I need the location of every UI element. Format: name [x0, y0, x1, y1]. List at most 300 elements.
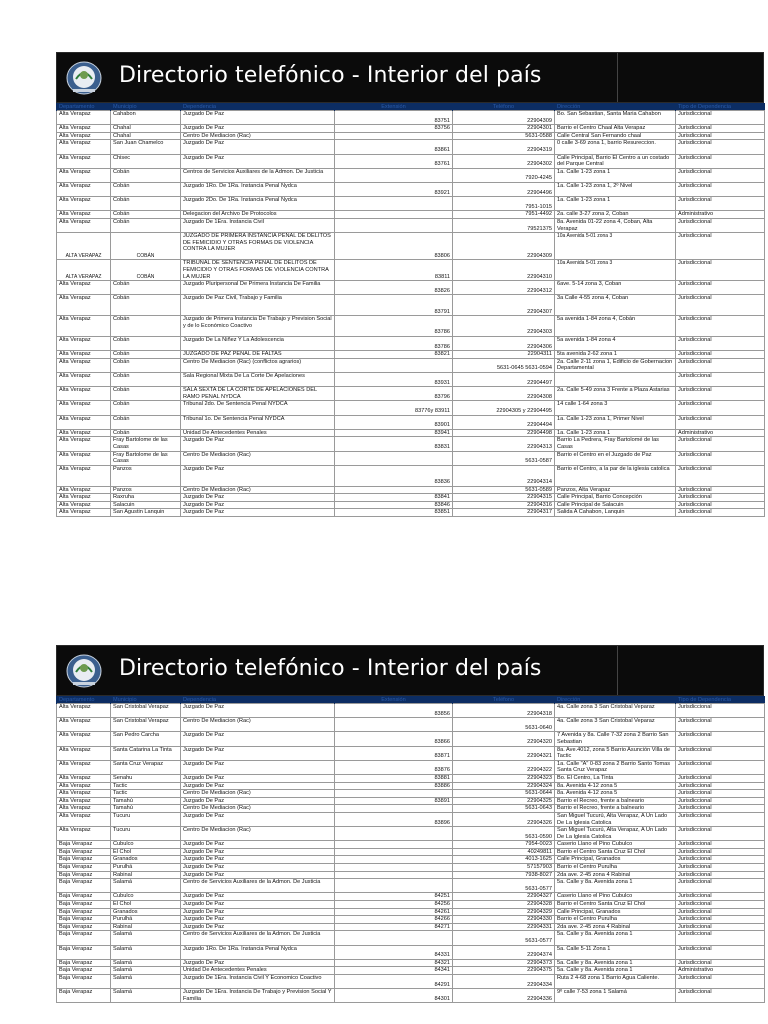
telefono-cell: 22904331 — [453, 923, 555, 931]
direccion-cell: 5ta avenida 2-62 zona 1 — [555, 351, 676, 359]
departamento-cell: Alta Verapaz — [57, 790, 111, 798]
direccion-cell: Barrio el Centro, a la par de la iglesia catolica — [555, 465, 676, 486]
direccion-cell: Panzos, Alta Verapaz — [555, 486, 676, 494]
table-row — [57, 111, 765, 125]
direccion-cell: 8a. Avenida 4-12 zona 5 — [555, 782, 676, 790]
departamento-cell: Baja Verapaz — [57, 945, 111, 959]
extension-cell: 83791 — [335, 295, 453, 316]
departamento-cell: Baja Verapaz — [57, 901, 111, 909]
telefono-cell: 22904309 — [453, 233, 555, 260]
tipo-cell: Jurisdiccional — [676, 197, 765, 211]
table-row — [57, 132, 765, 140]
table-row — [57, 704, 765, 718]
extension-cell — [335, 451, 453, 465]
dependencia-cell: Juzgado 1Ro. De 1Ra. Instancia Penal Nydca — [181, 945, 335, 959]
departamento-cell: Alta Verapaz — [57, 509, 111, 517]
telefono-cell: 5631-0589 — [453, 486, 555, 494]
table-row — [57, 827, 765, 841]
tipo-cell: Jurisdiccional — [676, 509, 765, 517]
column-header: Departamento — [57, 696, 111, 704]
extension-cell — [335, 805, 453, 813]
tipo-cell: Jurisdiccional — [676, 959, 765, 967]
municipio-cell: Cubulco — [111, 841, 181, 849]
telefono-cell: 5631-0577 — [453, 931, 555, 945]
table-row — [57, 931, 765, 945]
table-row — [57, 451, 765, 465]
telefono-cell: 22904301 — [453, 125, 555, 133]
table-row — [57, 197, 765, 211]
table-row — [57, 879, 765, 893]
telefono-cell: 22904494 — [453, 415, 555, 429]
tipo-cell: Jurisdiccional — [676, 125, 765, 133]
extension-cell — [335, 358, 453, 372]
telefono-cell: 22904321 — [453, 746, 555, 760]
departamento-cell: Alta Verapaz — [57, 704, 111, 718]
tipo-cell: Jurisdiccional — [676, 871, 765, 879]
departamento-cell: Baja Verapaz — [57, 871, 111, 879]
extension-cell: 83876 — [335, 760, 453, 774]
direccion-cell: 2da ave. 2-45 zona 4 Rabinal — [555, 871, 676, 879]
municipio-cell: Chisec — [111, 154, 181, 168]
table-row — [57, 923, 765, 931]
table-row — [57, 774, 765, 782]
municipio-cell: Cobán — [111, 401, 181, 415]
extension-cell — [335, 879, 453, 893]
direccion-cell: 2a. Calle 5-49 zona 3 Frente a Plaza Astarias — [555, 387, 676, 401]
direccion-cell: 9º calle 7-53 zona 1 Salamá — [555, 989, 676, 1003]
direccion-cell: Calle Principal, Granados — [555, 908, 676, 916]
direccion-cell: Barrio el Centro Santa Cruz El Chol — [555, 848, 676, 856]
extension-cell: 83866 — [335, 732, 453, 746]
tipo-cell: Jurisdiccional — [676, 260, 765, 281]
tipo-cell: Jurisdiccional — [676, 218, 765, 232]
departamento-cell: Alta Verapaz — [57, 197, 111, 211]
direccion-cell: Caserio Llano el Pino Cubulco — [555, 841, 676, 849]
direccion-cell: 8a. Avenida 4-12 zona 5 — [555, 790, 676, 798]
municipio-cell: Salacuin — [111, 501, 181, 509]
extension-cell: 83881 — [335, 774, 453, 782]
table-row — [57, 509, 765, 517]
extension-cell — [335, 718, 453, 732]
direccion-cell: Caserio Llano el Pino Cubulco — [555, 893, 676, 901]
table-row — [57, 351, 765, 359]
dependencia-cell: JUZGADO DE PAZ PENAL DE FALTAS — [181, 351, 335, 359]
dependencia-cell: Centro De Mediacion (Rac) — [181, 451, 335, 465]
extension-cell — [335, 211, 453, 219]
tipo-cell: Jurisdiccional — [676, 233, 765, 260]
municipio-cell: Rabinal — [111, 923, 181, 931]
departamento-cell: Alta Verapaz — [57, 218, 111, 232]
table-row — [57, 790, 765, 798]
dependencia-cell: Juzgado De 1Era. Instancia Civil Y Economico Coactivo — [181, 974, 335, 988]
extension-cell: 83786 — [335, 316, 453, 337]
table-header-row — [57, 103, 765, 111]
table-row — [57, 373, 765, 387]
municipio-cell: Cobán — [111, 168, 181, 182]
table-row — [57, 916, 765, 924]
municipio-cell: COBÁN — [111, 260, 181, 281]
table-row — [57, 945, 765, 959]
column-header: Municipio — [111, 103, 181, 111]
municipio-cell: Salamá — [111, 945, 181, 959]
telefono-cell: 22904324 — [453, 782, 555, 790]
tipo-cell: Jurisdiccional — [676, 486, 765, 494]
departamento-cell: Alta Verapaz — [57, 132, 111, 140]
dependencia-cell: Centro de Servicios Auxiliares de la Admon. De Justicia — [181, 931, 335, 945]
extension-cell: 83811 — [335, 260, 453, 281]
extension-cell — [335, 864, 453, 872]
extension-cell — [335, 218, 453, 232]
table-row — [57, 494, 765, 502]
table-row — [57, 841, 765, 849]
direccion-cell: Barrio el Centro Santa Cruz El Chol — [555, 901, 676, 909]
direccion-cell: 1a. Calle 1-23 zona 1 — [555, 429, 676, 437]
table-header-row — [57, 696, 765, 704]
municipio-cell: Cobán — [111, 182, 181, 196]
table-row — [57, 358, 765, 372]
direccion-cell: 0 calle 3-69 zona 1, barrio Resureccion. — [555, 140, 676, 154]
departamento-cell: Baja Verapaz — [57, 959, 111, 967]
table-row — [57, 168, 765, 182]
telefono-cell: 5631-0577 — [453, 879, 555, 893]
table-row — [57, 415, 765, 429]
telefono-cell: 22904323 — [453, 774, 555, 782]
table-row — [57, 746, 765, 760]
tipo-cell: Jurisdiccional — [676, 373, 765, 387]
tipo-cell: Jurisdiccional — [676, 989, 765, 1003]
municipio-cell: Tactic — [111, 790, 181, 798]
extension-cell — [335, 848, 453, 856]
dependencia-cell: Juzgado De Paz — [181, 812, 335, 826]
municipio-cell: Granados — [111, 908, 181, 916]
direccion-cell: San Miguel Tucurú, Alta Verapaz, A Un Lado De La Iglesia Catolica — [555, 827, 676, 841]
municipio-cell: San Cristobal Verapaz — [111, 718, 181, 732]
table-row — [57, 154, 765, 168]
dependencia-cell: Juzgado De 1Era. Instancia De Trabajo y Prevision Social Y Familia — [181, 989, 335, 1003]
dependencia-cell: TRIBUNAL DE SENTENCIA PENAL DE DELITOS DE FEMICIDIO Y OTRAS FORMAS DE VIOLENCIA CONTRA LA MUJER — [181, 260, 335, 281]
dependencia-cell: Centro De Mediacion (Rac) — [181, 805, 335, 813]
tipo-cell: Jurisdiccional — [676, 790, 765, 798]
departamento-cell: Alta Verapaz — [57, 337, 111, 351]
table-row — [57, 812, 765, 826]
direccion-cell: Ruta 2 4-68 zona 1 Barrio Agua Caliente. — [555, 974, 676, 988]
direccion-cell: 10a Avenida 5-01 zona 3 — [555, 233, 676, 260]
municipio-cell: El Chol — [111, 848, 181, 856]
departamento-cell: Alta Verapaz — [57, 401, 111, 415]
municipio-cell: Cobán — [111, 415, 181, 429]
column-header: Extensión — [335, 103, 453, 111]
departamento-cell: Baja Verapaz — [57, 841, 111, 849]
table-row — [57, 260, 765, 281]
table-row — [57, 959, 765, 967]
table-row — [57, 295, 765, 316]
dependencia-cell: Juzgado De Paz — [181, 871, 335, 879]
telefono-cell: 22904303 — [453, 316, 555, 337]
tipo-cell: Jurisdiccional — [676, 812, 765, 826]
telefono-cell: 7951-1015 — [453, 197, 555, 211]
tipo-cell: Jurisdiccional — [676, 841, 765, 849]
dependencia-cell: Juzgado De Paz — [181, 125, 335, 133]
departamento-cell: Alta Verapaz — [57, 415, 111, 429]
telefono-cell: 22904316 — [453, 501, 555, 509]
direccion-cell: Bo. El Centro, La Tinta — [555, 774, 676, 782]
telefono-cell: 22904318 — [453, 704, 555, 718]
dependencia-cell: Centro de Servicios Auxiliares de la Admon. De Justicia — [181, 879, 335, 893]
telefono-cell: 22904317 — [453, 509, 555, 517]
departamento-cell: Alta Verapaz — [57, 451, 111, 465]
municipio-cell: Panzos — [111, 486, 181, 494]
municipio-cell: Cobán — [111, 387, 181, 401]
dependencia-cell: Centros de Servicios Auxiliares de la Admon. De Justicia — [181, 168, 335, 182]
table-row — [57, 782, 765, 790]
dependencia-cell: Tribunal 2do. De Sentencia Penal NYDCA — [181, 401, 335, 415]
dependencia-cell: Juzgado De Paz — [181, 465, 335, 486]
dependencia-cell: Juzgado De Paz — [181, 140, 335, 154]
banner-corner-box — [617, 53, 763, 102]
departamento-cell: Alta Verapaz — [57, 827, 111, 841]
municipio-cell: Cobán — [111, 295, 181, 316]
departamento-cell: Alta Verapaz — [57, 732, 111, 746]
dependencia-cell: Juzgado De Paz — [181, 901, 335, 909]
departamento-cell: Alta Verapaz — [57, 774, 111, 782]
column-header: Tipo de Dependencia — [676, 696, 765, 704]
direccion-cell: Barrio el Centro Purulha — [555, 916, 676, 924]
direccion-cell: 5a. Calle y 8a. Avenida zona 1 — [555, 959, 676, 967]
tipo-cell: Jurisdiccional — [676, 782, 765, 790]
column-header: Teléfono — [453, 103, 555, 111]
direccion-cell: Calle Principal, Granados — [555, 856, 676, 864]
header-banner — [56, 645, 764, 696]
table-row — [57, 805, 765, 813]
table-row — [57, 718, 765, 732]
departamento-cell: Alta Verapaz — [57, 718, 111, 732]
telefono-cell: 57157903 — [453, 864, 555, 872]
column-header: Dependencia — [181, 103, 335, 111]
dependencia-cell: Juzgado De Paz — [181, 923, 335, 931]
telefono-cell: 22904314 — [453, 465, 555, 486]
table-row — [57, 797, 765, 805]
tipo-cell: Administrativo — [676, 429, 765, 437]
tipo-cell: Jurisdiccional — [676, 401, 765, 415]
departamento-cell: Alta Verapaz — [57, 805, 111, 813]
departamento-cell: Alta Verapaz — [57, 429, 111, 437]
extension-cell: 83841 — [335, 494, 453, 502]
direccion-cell: 10a Avenida 5-01 zona 3 — [555, 260, 676, 281]
direccion-cell: 5a. Calle y 8a. Avenida zona 1 — [555, 931, 676, 945]
municipio-cell: Cobán — [111, 373, 181, 387]
dependencia-cell: Juzgado De Paz — [181, 856, 335, 864]
departamento-cell: Baja Verapaz — [57, 879, 111, 893]
extension-cell — [335, 790, 453, 798]
table-row — [57, 871, 765, 879]
municipio-cell: Purulhá — [111, 916, 181, 924]
dependencia-cell: Juzgado De Paz — [181, 916, 335, 924]
direccion-cell: Barrio el Centro en el Juzgado de Paz — [555, 451, 676, 465]
tipo-cell: Administrativo — [676, 967, 765, 975]
extension-cell: 83941 — [335, 429, 453, 437]
direccion-cell: Calle Principal, Barrio El Centro a un costado del Parque Central — [555, 154, 676, 168]
tipo-cell: Jurisdiccional — [676, 154, 765, 168]
municipio-cell: Salamá — [111, 879, 181, 893]
municipio-cell: Fray Bartolome de las Casas — [111, 451, 181, 465]
municipio-cell: Chahal — [111, 132, 181, 140]
telefono-cell: 5631-0645 5631-0594 — [453, 358, 555, 372]
municipio-cell: Tucuru — [111, 812, 181, 826]
municipio-cell: Raxruha — [111, 494, 181, 502]
tipo-cell: Jurisdiccional — [676, 760, 765, 774]
departamento-cell: Alta Verapaz — [57, 211, 111, 219]
departamento-cell: Baja Verapaz — [57, 923, 111, 931]
extension-cell: 83786 — [335, 337, 453, 351]
tipo-cell: Jurisdiccional — [676, 415, 765, 429]
municipio-cell: Rabinal — [111, 871, 181, 879]
direccion-cell: 6ave. 5-14 zona 3, Coban — [555, 281, 676, 295]
direccion-cell: 14 calle 1-64 zona 3 — [555, 401, 676, 415]
municipio-cell: Purulhá — [111, 864, 181, 872]
telefono-cell: 7954-0023 — [453, 841, 555, 849]
telefono-cell: 22904374 — [453, 945, 555, 959]
telefono-cell: 40249811 — [453, 848, 555, 856]
extension-cell: 83836 — [335, 465, 453, 486]
extension-cell: 83846 — [335, 501, 453, 509]
extension-cell: 84331 — [335, 945, 453, 959]
departamento-cell: Baja Verapaz — [57, 848, 111, 856]
dependencia-cell: Unidad De Antecedentes Penales — [181, 967, 335, 975]
departamento-cell: Baja Verapaz — [57, 893, 111, 901]
column-header: Teléfono — [453, 696, 555, 704]
departamento-cell: Alta Verapaz — [57, 812, 111, 826]
tipo-cell: Jurisdiccional — [676, 879, 765, 893]
direccion-cell: 1a. Calle 1-23 zona 1, 2º Nivel — [555, 182, 676, 196]
tipo-cell: Jurisdiccional — [676, 864, 765, 872]
tipo-cell: Jurisdiccional — [676, 281, 765, 295]
tipo-cell: Jurisdiccional — [676, 182, 765, 196]
extension-cell: 83826 — [335, 281, 453, 295]
telefono-cell: 22904315 — [453, 494, 555, 502]
direccion-cell: 4a. Calle zona 3 San Cristobal Veparaz — [555, 718, 676, 732]
page-title: Directorio telefónico - Interior del país — [119, 656, 542, 681]
extension-cell: 83921 — [335, 182, 453, 196]
extension-cell: 83886 — [335, 782, 453, 790]
telefono-cell: 22904330 — [453, 916, 555, 924]
telefono-cell: 22904329 — [453, 908, 555, 916]
tipo-cell: Jurisdiccional — [676, 732, 765, 746]
municipio-cell: Cobán — [111, 211, 181, 219]
dependencia-cell: Juzgado de Primera Instancia De Trabajo y Prevision Social y de lo Económico Coactivo — [181, 316, 335, 337]
departamento-cell: ALTA VERAPAZ — [57, 260, 111, 281]
extension-cell — [335, 931, 453, 945]
extension-cell — [335, 197, 453, 211]
table-row — [57, 125, 765, 133]
extension-cell — [335, 841, 453, 849]
municipio-cell: San Agustin Lanquin — [111, 509, 181, 517]
telefono-cell: 22904322 — [453, 760, 555, 774]
table-row — [57, 387, 765, 401]
departamento-cell: Alta Verapaz — [57, 281, 111, 295]
dependencia-cell: Centro De Mediacion (Rac) — [181, 132, 335, 140]
table-row — [57, 337, 765, 351]
table-row — [57, 848, 765, 856]
telefono-cell: 22904334 — [453, 974, 555, 988]
dependencia-cell: Juzgado De Paz — [181, 908, 335, 916]
table-row — [57, 908, 765, 916]
municipio-cell: Cahabon — [111, 111, 181, 125]
dependencia-cell: Delegacion del Archivo De Protocolos — [181, 211, 335, 219]
dependencia-cell: Centro De Mediacion (Rac) — [181, 486, 335, 494]
departamento-cell: Alta Verapaz — [57, 437, 111, 451]
direccion-cell: 2a. calle 3-27 zona 2, Coban — [555, 211, 676, 219]
tipo-cell: Jurisdiccional — [676, 848, 765, 856]
direccion-cell: Barrio el Centro Purulha — [555, 864, 676, 872]
direccion-cell: 4a. Calle zona 3 San Cristobal Veparaz — [555, 704, 676, 718]
telefono-cell: 22904497 — [453, 373, 555, 387]
departamento-cell: Baja Verapaz — [57, 908, 111, 916]
municipio-cell: Santa Cruz Verapaz — [111, 760, 181, 774]
direccion-cell: Calle Central San Fernando chaal — [555, 132, 676, 140]
table-row — [57, 401, 765, 415]
direccion-cell: 3a Calle 4-55 zona 4, Coban — [555, 295, 676, 316]
extension-cell: 83851 — [335, 509, 453, 517]
dependencia-cell: Sala Regional Mixta De La Corte De Apelaciones — [181, 373, 335, 387]
municipio-cell: Salamá — [111, 959, 181, 967]
direccion-cell: 5a avenida 1-84 zona 4 — [555, 337, 676, 351]
tipo-cell: Jurisdiccional — [676, 923, 765, 931]
directory-sheet — [56, 645, 764, 1003]
telefono-cell: 79521375 — [453, 218, 555, 232]
column-header: Departamento — [57, 103, 111, 111]
departamento-cell: Baja Verapaz — [57, 864, 111, 872]
table-row — [57, 182, 765, 196]
table-row — [57, 465, 765, 486]
municipio-cell: Tucuru — [111, 827, 181, 841]
dependencia-cell: Juzgado De Paz — [181, 509, 335, 517]
table-row — [57, 486, 765, 494]
extension-cell: 84271 — [335, 923, 453, 931]
departamento-cell: Alta Verapaz — [57, 465, 111, 486]
dependencia-cell: Juzgado 2Do. De 1Ra. Instancia Penal Nydca — [181, 197, 335, 211]
telefono-cell: 22904320 — [453, 732, 555, 746]
dependencia-cell: Juzgado De Paz — [181, 437, 335, 451]
municipio-cell: Salamá — [111, 931, 181, 945]
municipio-cell: Cubulco — [111, 893, 181, 901]
extension-cell: 83896 — [335, 812, 453, 826]
telefono-cell: 5631-0587 — [453, 451, 555, 465]
direccion-cell: 1a. Calle 1-23 zona 1 — [555, 197, 676, 211]
extension-cell: 83871 — [335, 746, 453, 760]
tipo-cell: Jurisdiccional — [676, 746, 765, 760]
directory-table — [56, 696, 765, 1003]
dependencia-cell: Centro De Mediacion (Rac) — [181, 790, 335, 798]
tipo-cell: Jurisdiccional — [676, 827, 765, 841]
municipio-cell: Tactic — [111, 782, 181, 790]
table-row — [57, 893, 765, 901]
extension-cell: 83891 — [335, 797, 453, 805]
municipio-cell: Tamahú — [111, 797, 181, 805]
dependencia-cell: Juzgado De Paz — [181, 893, 335, 901]
tipo-cell: Jurisdiccional — [676, 387, 765, 401]
departamento-cell: Alta Verapaz — [57, 351, 111, 359]
telefono-cell: 22904496 — [453, 182, 555, 196]
telefono-cell: 22904312 — [453, 281, 555, 295]
telefono-cell: 22904328 — [453, 901, 555, 909]
banner-corner-box — [617, 646, 763, 695]
dependencia-cell: Centro De Mediacion (Rac) (conflictos agrarios) — [181, 358, 335, 372]
table-row — [57, 211, 765, 219]
telefono-cell: 22904307 — [453, 295, 555, 316]
direccion-cell: Bo. San Sebastian, Santa Maria Cahabon — [555, 111, 676, 125]
municipio-cell: Senahu — [111, 774, 181, 782]
telefono-cell: 7951-4492 — [453, 211, 555, 219]
